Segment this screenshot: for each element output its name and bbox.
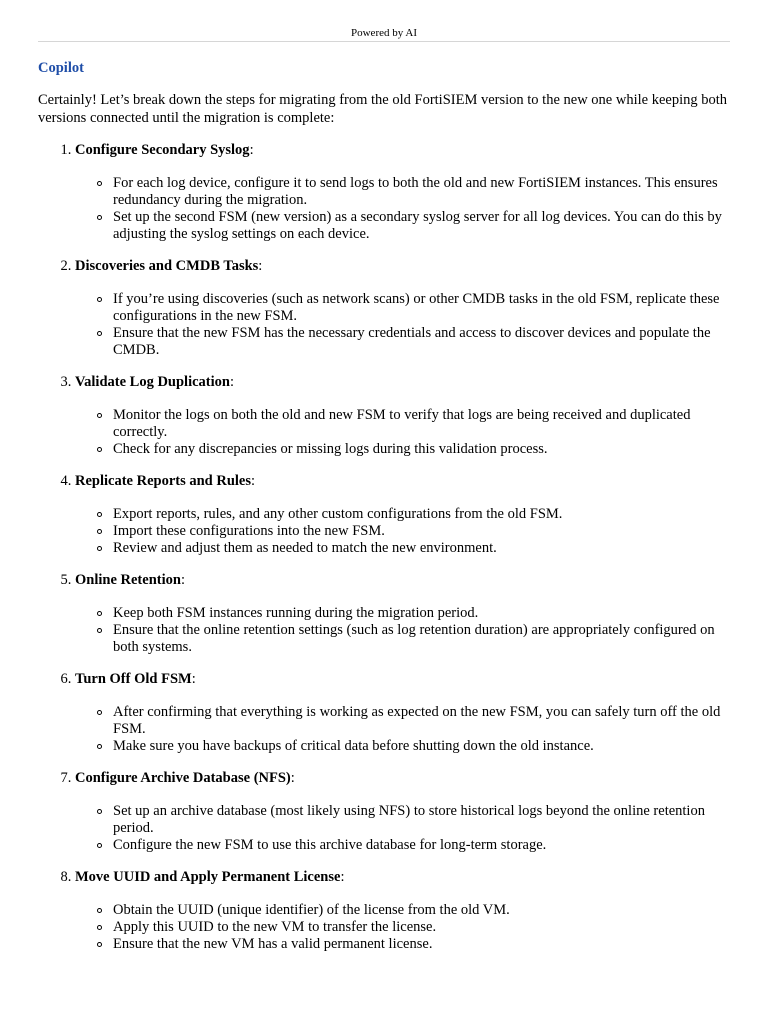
sub-item-text: Export reports, rules, and any other custom configurations from the old FSM. [113, 506, 563, 522]
sub-item-text: Keep both FSM instances running during the migration period. [113, 605, 479, 621]
step-title: Configure Archive Database (NFS) [75, 770, 291, 786]
hollow-circle-bullet-icon [97, 908, 102, 913]
step-title-colon: : [249, 142, 254, 158]
hollow-circle-bullet-icon [97, 413, 102, 418]
hollow-circle-bullet-icon [97, 925, 102, 930]
copilot-label: Copilot [38, 60, 84, 76]
step-sub-list [75, 175, 730, 243]
document-page [38, 26, 730, 968]
sub-list-item [113, 506, 730, 523]
step-title: Online Retention [75, 572, 181, 588]
step-title: Turn Off Old FSM [75, 671, 192, 687]
sub-list-item [113, 902, 730, 919]
sub-item-text: Set up an archive database (most likely using NFS) to store historical logs beyond the online retention period. [113, 803, 705, 836]
sub-list-item [113, 209, 730, 243]
sub-list-item [113, 622, 730, 656]
step-item [75, 770, 730, 854]
step-sub-list [75, 704, 730, 755]
step-title-colon: : [191, 671, 196, 687]
hollow-circle-bullet-icon [97, 512, 102, 517]
step-title-colon: : [290, 770, 295, 786]
step-item [75, 142, 730, 243]
hollow-circle-bullet-icon [97, 809, 102, 814]
step-sub-list [75, 902, 730, 953]
sub-list-item [113, 175, 730, 209]
hollow-circle-bullet-icon [97, 215, 102, 220]
sub-item-text: Apply this UUID to the new VM to transfer the license. [113, 919, 437, 935]
hollow-circle-bullet-icon [97, 297, 102, 302]
step-title-colon: : [340, 869, 345, 885]
sub-list-item [113, 919, 730, 936]
step-title-colon: : [229, 374, 234, 390]
step-title: Discoveries and CMDB Tasks [75, 258, 259, 274]
hollow-circle-bullet-icon [97, 942, 102, 947]
migration-steps-list [38, 142, 730, 953]
sub-item-text: Check for any discrepancies or missing logs during this validation process. [113, 441, 548, 457]
sub-item-text: Configure the new FSM to use this archive database for long-term storage. [113, 837, 547, 853]
step-item [75, 258, 730, 359]
sub-item-text: Ensure that the new FSM has the necessary credentials and access to discover devices and populate the CMDB. [113, 325, 711, 358]
step-title: Replicate Reports and Rules [75, 473, 252, 489]
step-heading [75, 770, 295, 786]
sub-list-item [113, 704, 730, 738]
step-heading [75, 572, 185, 588]
sub-item-text: If you’re using discoveries (such as network scans) or other CMDB tasks in the old FSM, replicate these configurations in the new FSM. [113, 291, 720, 324]
step-title-colon: : [251, 473, 256, 489]
sub-item-text: Ensure that the new VM has a valid permanent license. [113, 936, 433, 952]
sub-item-text: Set up the second FSM (new version) as a secondary syslog server for all log devices. You can do this by adjusting the syslog settings on each device. [113, 209, 722, 242]
step-item [75, 572, 730, 656]
sub-item-text: Make sure you have backups of critical data before shutting down the old instance. [113, 738, 594, 754]
intro-paragraph: Certainly! Let’s break down the steps for migrating from the old FortiSIEM version to the new one while keeping both versions connected until the migration is complete: [38, 92, 728, 126]
step-sub-list [75, 506, 730, 557]
step-sub-list [75, 605, 730, 656]
step-heading [75, 869, 344, 885]
step-title: Configure Secondary Syslog [75, 142, 250, 158]
sub-item-text: Review and adjust them as needed to match the new environment. [113, 540, 497, 556]
step-item [75, 869, 730, 953]
sub-item-text: After confirming that everything is working as expected on the new FSM, you can safely turn off the old FSM. [113, 704, 721, 737]
hollow-circle-bullet-icon [97, 611, 102, 616]
sub-item-text: Ensure that the online retention settings (such as log retention duration) are appropriately configured on both systems. [113, 622, 715, 655]
step-heading [75, 258, 262, 274]
sub-list-item [113, 936, 730, 953]
hollow-circle-bullet-icon [97, 710, 102, 715]
step-title: Move UUID and Apply Permanent License [75, 869, 341, 885]
hollow-circle-bullet-icon [97, 546, 102, 551]
step-sub-list [75, 803, 730, 854]
hollow-circle-bullet-icon [97, 529, 102, 534]
hollow-circle-bullet-icon [97, 181, 102, 186]
sub-item-text: Import these configurations into the new FSM. [113, 523, 385, 539]
step-item [75, 671, 730, 755]
step-title-colon: : [180, 572, 185, 588]
step-sub-list [75, 407, 730, 458]
sub-item-text: For each log device, configure it to send logs to both the old and new FortiSIEM instances. This ensures redundancy during the migration. [113, 175, 718, 208]
step-title: Validate Log Duplication [75, 374, 230, 390]
sub-list-item [113, 540, 730, 557]
step-item [75, 473, 730, 557]
sub-item-text: Obtain the UUID (unique identifier) of the license from the old VM. [113, 902, 510, 918]
step-heading [75, 142, 254, 158]
hollow-circle-bullet-icon [97, 843, 102, 848]
hollow-circle-bullet-icon [97, 447, 102, 452]
step-heading [75, 671, 196, 687]
hollow-circle-bullet-icon [97, 331, 102, 336]
step-title-colon: : [258, 258, 263, 274]
sub-item-text: Monitor the logs on both the old and new FSM to verify that logs are being received and duplicated correctly. [113, 407, 691, 440]
sub-list-item [113, 738, 730, 755]
step-item [75, 374, 730, 458]
hollow-circle-bullet-icon [97, 628, 102, 633]
sub-list-item [113, 523, 730, 540]
step-sub-list [75, 291, 730, 359]
step-heading [75, 374, 234, 390]
sub-list-item [113, 407, 730, 441]
sub-list-item [113, 325, 730, 359]
sub-list-item [113, 441, 730, 458]
powered-by-header: Powered by AI [38, 26, 730, 42]
sub-list-item [113, 837, 730, 854]
hollow-circle-bullet-icon [97, 744, 102, 749]
sub-list-item [113, 605, 730, 622]
step-heading [75, 473, 255, 489]
sub-list-item [113, 291, 730, 325]
sub-list-item [113, 803, 730, 837]
